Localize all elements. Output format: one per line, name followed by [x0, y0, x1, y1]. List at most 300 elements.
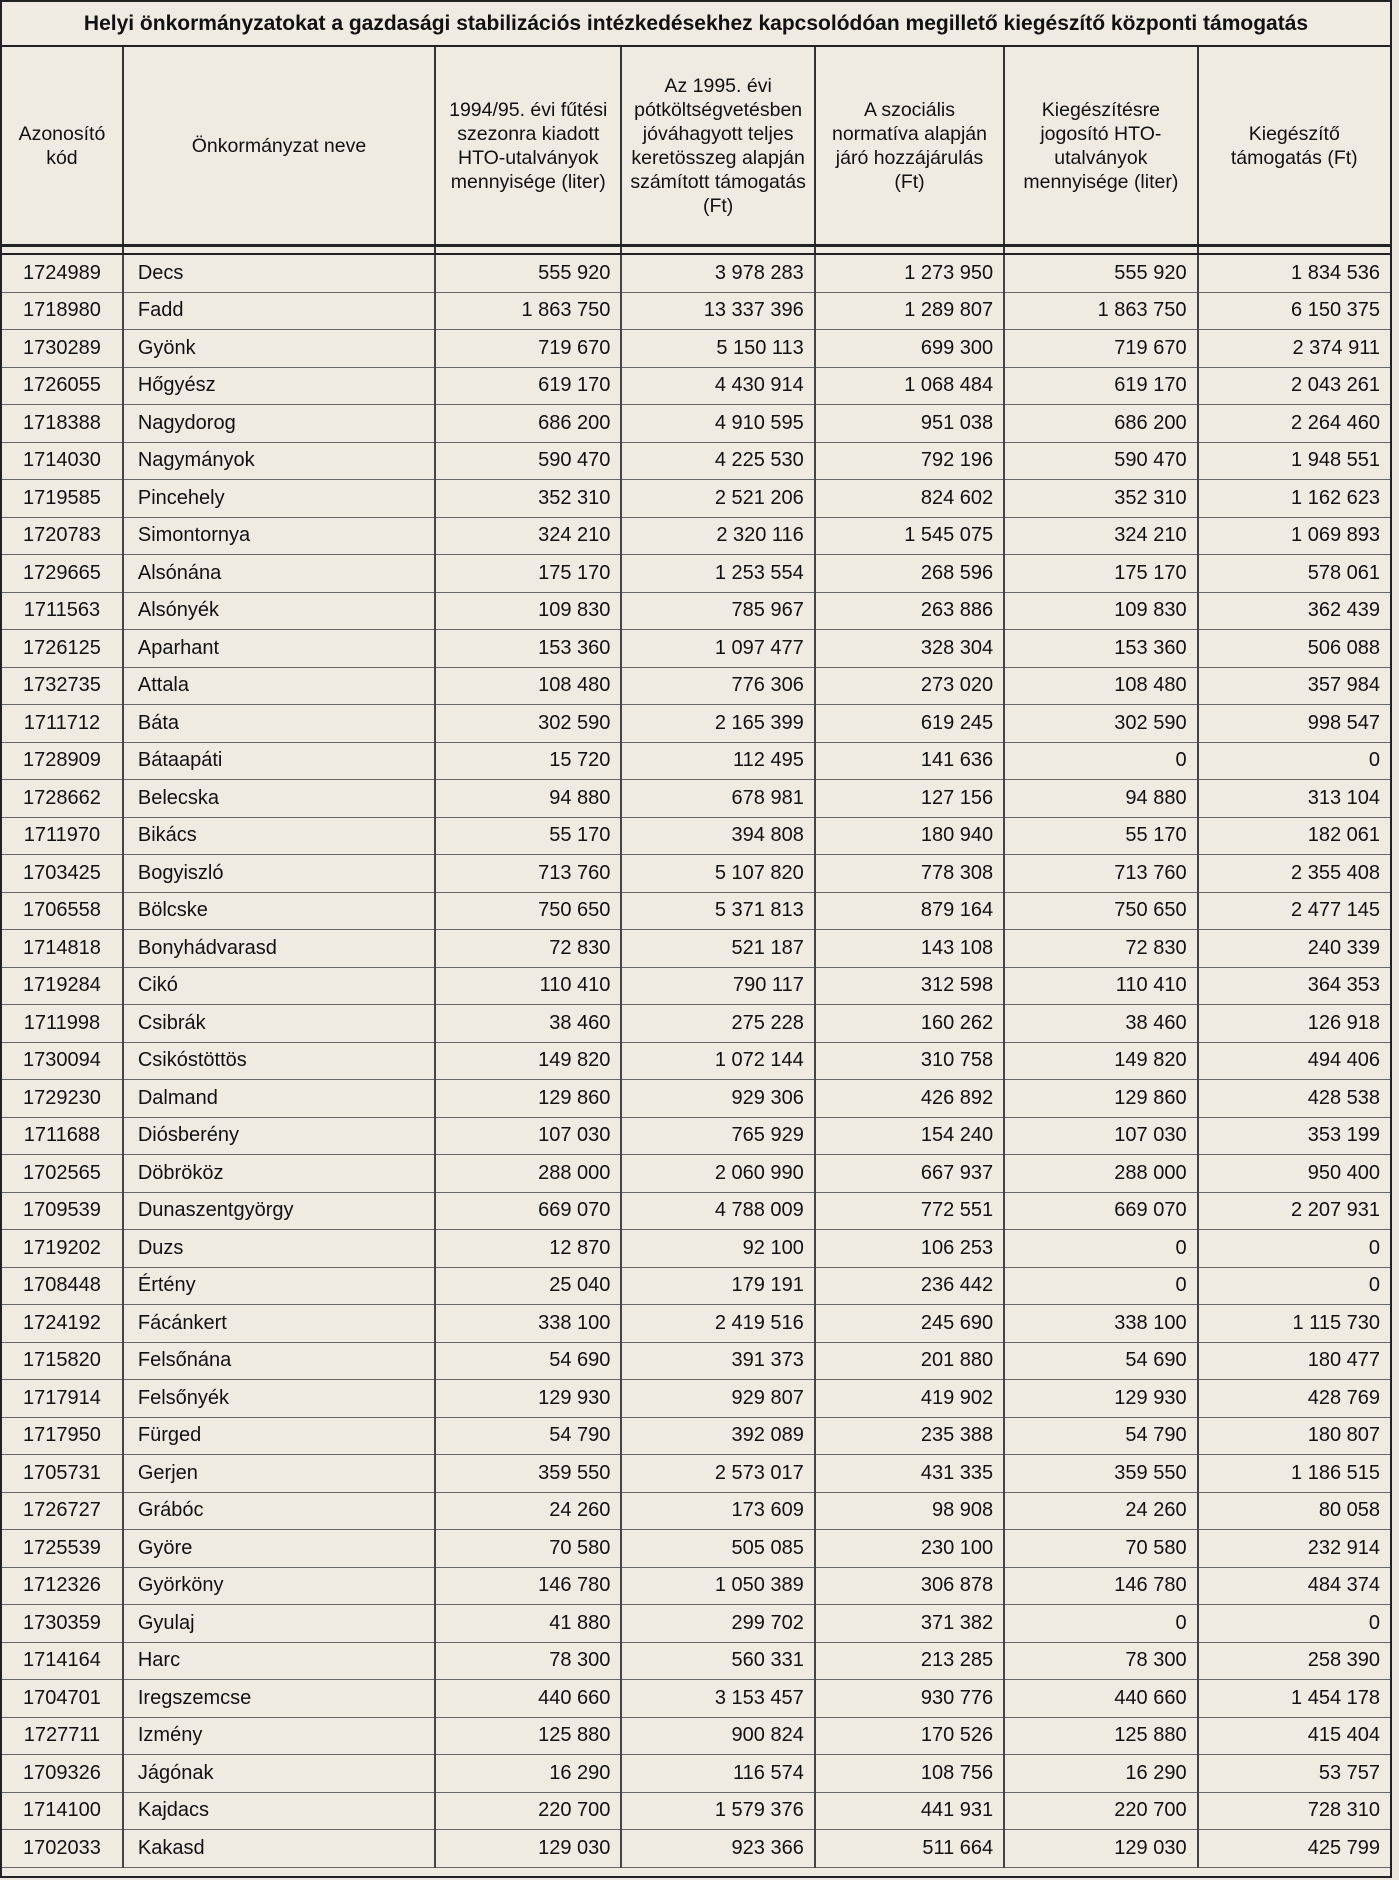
document-title: Helyi önkormányzatokat a gazdasági stabilizációs intézkedésekhez kapcsolódóan megillető kiegészítő központi támogatás — [2, 2, 1390, 47]
table-row — [2, 592, 1390, 630]
budget-support-cell: 929 807 — [621, 1380, 814, 1418]
id-code-cell: 1709539 — [2, 1192, 123, 1230]
id-code-cell: 1729230 — [2, 1080, 123, 1118]
supplementary-support-cell: 2 264 460 — [1198, 405, 1390, 443]
table-row — [2, 330, 1390, 368]
eligible-vouchers-cell: 590 470 — [1004, 442, 1197, 480]
municipality-name-cell: Döbrököz — [123, 1155, 435, 1193]
hto-vouchers-cell: 16 290 — [435, 1755, 621, 1793]
budget-support-cell: 179 191 — [621, 1267, 814, 1305]
id-code-cell: 1717950 — [2, 1417, 123, 1455]
budget-support-cell: 5 107 820 — [621, 855, 814, 893]
social-normative-cell: 245 690 — [815, 1305, 1004, 1343]
hto-vouchers-cell: 110 410 — [435, 967, 621, 1005]
hto-vouchers-cell: 94 880 — [435, 780, 621, 818]
social-normative-cell: 236 442 — [815, 1267, 1004, 1305]
social-normative-cell: 824 602 — [815, 480, 1004, 518]
municipality-name-cell: Duzs — [123, 1230, 435, 1268]
eligible-vouchers-cell: 94 880 — [1004, 780, 1197, 818]
hto-vouchers-cell: 54 690 — [435, 1342, 621, 1380]
supplementary-support-cell: 728 310 — [1198, 1792, 1390, 1830]
table-row — [2, 1117, 1390, 1155]
budget-support-cell: 765 929 — [621, 1117, 814, 1155]
social-normative-cell: 106 253 — [815, 1230, 1004, 1268]
id-code-cell: 1726125 — [2, 630, 123, 668]
eligible-vouchers-cell: 55 170 — [1004, 817, 1197, 855]
table-row — [2, 705, 1390, 743]
id-code-cell: 1703425 — [2, 855, 123, 893]
table-row — [2, 1792, 1390, 1830]
social-normative-cell: 312 598 — [815, 967, 1004, 1005]
supplementary-support-cell: 313 104 — [1198, 780, 1390, 818]
eligible-vouchers-cell: 146 780 — [1004, 1567, 1197, 1605]
hto-vouchers-cell: 324 210 — [435, 517, 621, 555]
eligible-vouchers-cell: 129 030 — [1004, 1830, 1197, 1868]
supplementary-support-cell: 0 — [1198, 1230, 1390, 1268]
budget-support-cell: 560 331 — [621, 1642, 814, 1680]
eligible-vouchers-cell: 555 920 — [1004, 254, 1197, 292]
budget-support-cell: 505 085 — [621, 1530, 814, 1568]
id-code-cell: 1732735 — [2, 667, 123, 705]
hto-vouchers-cell: 352 310 — [435, 480, 621, 518]
social-normative-cell: 273 020 — [815, 667, 1004, 705]
header-id-code: Azonosító kód — [2, 47, 123, 246]
supplementary-support-cell: 998 547 — [1198, 705, 1390, 743]
eligible-vouchers-cell: 107 030 — [1004, 1117, 1197, 1155]
table-row — [2, 1417, 1390, 1455]
id-code-cell: 1705731 — [2, 1455, 123, 1493]
eligible-vouchers-cell: 54 690 — [1004, 1342, 1197, 1380]
hto-vouchers-cell: 619 170 — [435, 367, 621, 405]
supplementary-support-cell: 180 477 — [1198, 1342, 1390, 1380]
social-normative-cell: 667 937 — [815, 1155, 1004, 1193]
table-row — [2, 667, 1390, 705]
id-code-cell: 1711563 — [2, 592, 123, 630]
budget-support-cell: 13 337 396 — [621, 292, 814, 330]
support-table — [2, 47, 1390, 1868]
hto-vouchers-cell: 125 880 — [435, 1717, 621, 1755]
id-code-cell: 1719202 — [2, 1230, 123, 1268]
eligible-vouchers-cell: 24 260 — [1004, 1492, 1197, 1530]
table-row — [2, 1230, 1390, 1268]
id-code-cell: 1728909 — [2, 742, 123, 780]
supplementary-support-cell: 232 914 — [1198, 1530, 1390, 1568]
eligible-vouchers-cell: 302 590 — [1004, 705, 1197, 743]
supplementary-support-cell: 6 150 375 — [1198, 292, 1390, 330]
budget-support-cell: 923 366 — [621, 1830, 814, 1868]
supplementary-support-cell: 425 799 — [1198, 1830, 1390, 1868]
supplementary-support-cell: 1 115 730 — [1198, 1305, 1390, 1343]
eligible-vouchers-cell: 38 460 — [1004, 1005, 1197, 1043]
id-code-cell: 1726055 — [2, 367, 123, 405]
table-row — [2, 555, 1390, 593]
social-normative-cell: 141 636 — [815, 742, 1004, 780]
id-code-cell: 1711712 — [2, 705, 123, 743]
social-normative-cell: 328 304 — [815, 630, 1004, 668]
municipality-name-cell: Györe — [123, 1530, 435, 1568]
supplementary-support-cell: 2 355 408 — [1198, 855, 1390, 893]
budget-support-cell: 785 967 — [621, 592, 814, 630]
budget-support-cell: 392 089 — [621, 1417, 814, 1455]
id-code-cell: 1711998 — [2, 1005, 123, 1043]
table-row — [2, 1605, 1390, 1643]
id-code-cell: 1730289 — [2, 330, 123, 368]
id-code-cell: 1714164 — [2, 1642, 123, 1680]
municipality-name-cell: Hőgyész — [123, 367, 435, 405]
eligible-vouchers-cell: 669 070 — [1004, 1192, 1197, 1230]
hto-vouchers-cell: 41 880 — [435, 1605, 621, 1643]
budget-support-cell: 3 978 283 — [621, 254, 814, 292]
hto-vouchers-cell: 302 590 — [435, 705, 621, 743]
table-row — [2, 1267, 1390, 1305]
eligible-vouchers-cell: 220 700 — [1004, 1792, 1197, 1830]
supplementary-support-cell: 415 404 — [1198, 1717, 1390, 1755]
municipality-name-cell: Simontornya — [123, 517, 435, 555]
id-code-cell: 1714818 — [2, 930, 123, 968]
id-code-cell: 1717914 — [2, 1380, 123, 1418]
supplementary-support-cell: 240 339 — [1198, 930, 1390, 968]
social-normative-cell: 951 038 — [815, 405, 1004, 443]
hto-vouchers-cell: 220 700 — [435, 1792, 621, 1830]
budget-support-cell: 5 150 113 — [621, 330, 814, 368]
eligible-vouchers-cell: 713 760 — [1004, 855, 1197, 893]
social-normative-cell: 792 196 — [815, 442, 1004, 480]
social-normative-cell: 879 164 — [815, 892, 1004, 930]
table-row — [2, 1755, 1390, 1793]
table-row — [2, 254, 1390, 292]
budget-support-cell: 92 100 — [621, 1230, 814, 1268]
hto-vouchers-cell: 1 863 750 — [435, 292, 621, 330]
hto-vouchers-cell: 15 720 — [435, 742, 621, 780]
social-normative-cell: 772 551 — [815, 1192, 1004, 1230]
social-normative-cell: 310 758 — [815, 1042, 1004, 1080]
municipality-name-cell: Decs — [123, 254, 435, 292]
social-normative-cell: 511 664 — [815, 1830, 1004, 1868]
table-row — [2, 1042, 1390, 1080]
budget-support-cell: 1 097 477 — [621, 630, 814, 668]
supplementary-support-cell: 494 406 — [1198, 1042, 1390, 1080]
supplementary-support-cell: 1 162 623 — [1198, 480, 1390, 518]
id-code-cell: 1715820 — [2, 1342, 123, 1380]
eligible-vouchers-cell: 153 360 — [1004, 630, 1197, 668]
id-code-cell: 1709326 — [2, 1755, 123, 1793]
social-normative-cell: 1 545 075 — [815, 517, 1004, 555]
municipality-name-cell: Bogyiszló — [123, 855, 435, 893]
eligible-vouchers-cell: 0 — [1004, 1267, 1197, 1305]
hto-vouchers-cell: 72 830 — [435, 930, 621, 968]
eligible-vouchers-cell: 72 830 — [1004, 930, 1197, 968]
social-normative-cell: 371 382 — [815, 1605, 1004, 1643]
table-row — [2, 1192, 1390, 1230]
social-normative-cell: 619 245 — [815, 705, 1004, 743]
supplementary-support-cell: 484 374 — [1198, 1567, 1390, 1605]
table-row — [2, 1567, 1390, 1605]
table-row — [2, 892, 1390, 930]
hto-vouchers-cell: 713 760 — [435, 855, 621, 893]
table-row — [2, 292, 1390, 330]
table-row — [2, 517, 1390, 555]
supplementary-support-cell: 2 043 261 — [1198, 367, 1390, 405]
municipality-name-cell: Nagymányok — [123, 442, 435, 480]
id-code-cell: 1719585 — [2, 480, 123, 518]
municipality-name-cell: Nagydorog — [123, 405, 435, 443]
table-row — [2, 1342, 1390, 1380]
hto-vouchers-cell: 108 480 — [435, 667, 621, 705]
eligible-vouchers-cell: 108 480 — [1004, 667, 1197, 705]
supplementary-support-cell: 362 439 — [1198, 592, 1390, 630]
table-row — [2, 930, 1390, 968]
table-row — [2, 1492, 1390, 1530]
social-normative-cell: 268 596 — [815, 555, 1004, 593]
id-code-cell: 1704701 — [2, 1680, 123, 1718]
municipality-name-cell: Felsőnyék — [123, 1380, 435, 1418]
eligible-vouchers-cell: 109 830 — [1004, 592, 1197, 630]
supplementary-support-cell: 428 538 — [1198, 1080, 1390, 1118]
municipality-name-cell: Fácánkert — [123, 1305, 435, 1343]
hto-vouchers-cell: 109 830 — [435, 592, 621, 630]
eligible-vouchers-cell: 125 880 — [1004, 1717, 1197, 1755]
id-code-cell: 1719284 — [2, 967, 123, 1005]
municipality-name-cell: Bikács — [123, 817, 435, 855]
eligible-vouchers-cell: 129 860 — [1004, 1080, 1197, 1118]
id-code-cell: 1724989 — [2, 254, 123, 292]
hto-vouchers-cell: 338 100 — [435, 1305, 621, 1343]
header-social-normative: A szociális normatíva alapján járó hozzájárulás (Ft) — [815, 47, 1004, 246]
eligible-vouchers-cell: 78 300 — [1004, 1642, 1197, 1680]
eligible-vouchers-cell: 719 670 — [1004, 330, 1197, 368]
id-code-cell: 1725539 — [2, 1530, 123, 1568]
supplementary-support-cell: 1 454 178 — [1198, 1680, 1390, 1718]
eligible-vouchers-cell: 288 000 — [1004, 1155, 1197, 1193]
hto-vouchers-cell: 686 200 — [435, 405, 621, 443]
hto-vouchers-cell: 12 870 — [435, 1230, 621, 1268]
table-body — [2, 254, 1390, 1867]
hto-vouchers-cell: 669 070 — [435, 1192, 621, 1230]
social-normative-cell: 160 262 — [815, 1005, 1004, 1043]
id-code-cell: 1706558 — [2, 892, 123, 930]
table-row — [2, 1380, 1390, 1418]
header-supplementary-support: Kiegészítő támogatás (Ft) — [1198, 47, 1390, 246]
budget-support-cell: 116 574 — [621, 1755, 814, 1793]
municipality-name-cell: Értény — [123, 1267, 435, 1305]
municipality-name-cell: Kakasd — [123, 1830, 435, 1868]
supplementary-support-cell: 2 477 145 — [1198, 892, 1390, 930]
social-normative-cell: 930 776 — [815, 1680, 1004, 1718]
table-row — [2, 967, 1390, 1005]
municipality-name-cell: Csibrák — [123, 1005, 435, 1043]
id-code-cell: 1724192 — [2, 1305, 123, 1343]
supplementary-support-cell: 353 199 — [1198, 1117, 1390, 1155]
hto-vouchers-cell: 55 170 — [435, 817, 621, 855]
hto-vouchers-cell: 359 550 — [435, 1455, 621, 1493]
budget-support-cell: 4 225 530 — [621, 442, 814, 480]
social-normative-cell: 230 100 — [815, 1530, 1004, 1568]
hto-vouchers-cell: 25 040 — [435, 1267, 621, 1305]
budget-support-cell: 1 579 376 — [621, 1792, 814, 1830]
hto-vouchers-cell: 555 920 — [435, 254, 621, 292]
budget-support-cell: 4 910 595 — [621, 405, 814, 443]
supplementary-support-cell: 1 948 551 — [1198, 442, 1390, 480]
eligible-vouchers-cell: 359 550 — [1004, 1455, 1197, 1493]
hto-vouchers-cell: 719 670 — [435, 330, 621, 368]
municipality-name-cell: Alsónyék — [123, 592, 435, 630]
eligible-vouchers-cell: 352 310 — [1004, 480, 1197, 518]
header-gap — [2, 246, 1390, 255]
supplementary-support-cell: 2 207 931 — [1198, 1192, 1390, 1230]
supplementary-support-cell: 0 — [1198, 742, 1390, 780]
supplementary-support-cell: 53 757 — [1198, 1755, 1390, 1793]
eligible-vouchers-cell: 324 210 — [1004, 517, 1197, 555]
eligible-vouchers-cell: 440 660 — [1004, 1680, 1197, 1718]
social-normative-cell: 1 273 950 — [815, 254, 1004, 292]
supplementary-support-cell: 950 400 — [1198, 1155, 1390, 1193]
table-row — [2, 855, 1390, 893]
social-normative-cell: 699 300 — [815, 330, 1004, 368]
supplementary-support-cell: 364 353 — [1198, 967, 1390, 1005]
social-normative-cell: 108 756 — [815, 1755, 1004, 1793]
hto-vouchers-cell: 175 170 — [435, 555, 621, 593]
eligible-vouchers-cell: 129 930 — [1004, 1380, 1197, 1418]
table-row — [2, 405, 1390, 443]
municipality-name-cell: Gyulaj — [123, 1605, 435, 1643]
supplementary-support-cell: 0 — [1198, 1267, 1390, 1305]
municipality-name-cell: Izmény — [123, 1717, 435, 1755]
municipality-name-cell: Jágónak — [123, 1755, 435, 1793]
supplementary-support-cell: 1 834 536 — [1198, 254, 1390, 292]
id-code-cell: 1711970 — [2, 817, 123, 855]
budget-support-cell: 900 824 — [621, 1717, 814, 1755]
hto-vouchers-cell: 590 470 — [435, 442, 621, 480]
municipality-name-cell: Harc — [123, 1642, 435, 1680]
social-normative-cell: 431 335 — [815, 1455, 1004, 1493]
municipality-name-cell: Gerjen — [123, 1455, 435, 1493]
municipality-name-cell: Bonyhádvarasd — [123, 930, 435, 968]
table-row — [2, 742, 1390, 780]
municipality-name-cell: Bátaapáti — [123, 742, 435, 780]
budget-support-cell: 5 371 813 — [621, 892, 814, 930]
budget-support-cell: 112 495 — [621, 742, 814, 780]
hto-vouchers-cell: 129 030 — [435, 1830, 621, 1868]
social-normative-cell: 170 526 — [815, 1717, 1004, 1755]
budget-support-cell: 2 320 116 — [621, 517, 814, 555]
budget-support-cell: 391 373 — [621, 1342, 814, 1380]
header-eligible-vouchers: Kiegészítésre jogosító HTO-utalványok mennyisége (liter) — [1004, 47, 1197, 246]
municipality-name-cell: Fadd — [123, 292, 435, 330]
budget-support-cell: 299 702 — [621, 1605, 814, 1643]
budget-support-cell: 2 060 990 — [621, 1155, 814, 1193]
municipality-name-cell: Fürged — [123, 1417, 435, 1455]
municipality-name-cell: Kajdacs — [123, 1792, 435, 1830]
budget-support-cell: 275 228 — [621, 1005, 814, 1043]
eligible-vouchers-cell: 1 863 750 — [1004, 292, 1197, 330]
social-normative-cell: 235 388 — [815, 1417, 1004, 1455]
municipality-name-cell: Bölcske — [123, 892, 435, 930]
municipality-name-cell: Gyönk — [123, 330, 435, 368]
table-header — [2, 47, 1390, 246]
id-code-cell: 1702565 — [2, 1155, 123, 1193]
budget-support-cell: 2 419 516 — [621, 1305, 814, 1343]
eligible-vouchers-cell: 149 820 — [1004, 1042, 1197, 1080]
supplementary-support-cell: 1 069 893 — [1198, 517, 1390, 555]
budget-support-cell: 2 165 399 — [621, 705, 814, 743]
header-hto-vouchers-issued: 1994/95. évi fűtési szezonra kiadott HTO-utalványok mennyisége (liter) — [435, 47, 621, 246]
supplementary-support-cell: 1 186 515 — [1198, 1455, 1390, 1493]
table-row — [2, 442, 1390, 480]
social-normative-cell: 441 931 — [815, 1792, 1004, 1830]
eligible-vouchers-cell: 70 580 — [1004, 1530, 1197, 1568]
social-normative-cell: 127 156 — [815, 780, 1004, 818]
municipality-name-cell: Belecska — [123, 780, 435, 818]
eligible-vouchers-cell: 619 170 — [1004, 367, 1197, 405]
hto-vouchers-cell: 750 650 — [435, 892, 621, 930]
table-row — [2, 1080, 1390, 1118]
hto-vouchers-cell: 38 460 — [435, 1005, 621, 1043]
table-row — [2, 1830, 1390, 1868]
eligible-vouchers-cell: 686 200 — [1004, 405, 1197, 443]
budget-support-cell: 776 306 — [621, 667, 814, 705]
social-normative-cell: 778 308 — [815, 855, 1004, 893]
social-normative-cell: 143 108 — [815, 930, 1004, 968]
id-code-cell: 1708448 — [2, 1267, 123, 1305]
budget-support-cell: 790 117 — [621, 967, 814, 1005]
municipality-name-cell: Diósberény — [123, 1117, 435, 1155]
hto-vouchers-cell: 146 780 — [435, 1567, 621, 1605]
municipality-name-cell: Grábóc — [123, 1492, 435, 1530]
budget-support-cell: 929 306 — [621, 1080, 814, 1118]
id-code-cell: 1714030 — [2, 442, 123, 480]
table-row — [2, 1305, 1390, 1343]
budget-support-cell: 4 430 914 — [621, 367, 814, 405]
social-normative-cell: 213 285 — [815, 1642, 1004, 1680]
supplementary-support-cell: 0 — [1198, 1605, 1390, 1643]
municipality-name-cell: Györköny — [123, 1567, 435, 1605]
header-budget-support: Az 1995. évi pótköltségvetésben jóváhagyott teljes keretösszeg alapján számított támogatás (Ft) — [621, 47, 814, 246]
eligible-vouchers-cell: 0 — [1004, 1605, 1197, 1643]
table-row — [2, 1642, 1390, 1680]
table-row — [2, 1455, 1390, 1493]
budget-support-cell: 678 981 — [621, 780, 814, 818]
social-normative-cell: 263 886 — [815, 592, 1004, 630]
table-row — [2, 780, 1390, 818]
social-normative-cell: 306 878 — [815, 1567, 1004, 1605]
id-code-cell: 1726727 — [2, 1492, 123, 1530]
hto-vouchers-cell: 440 660 — [435, 1680, 621, 1718]
budget-support-cell: 4 788 009 — [621, 1192, 814, 1230]
id-code-cell: 1702033 — [2, 1830, 123, 1868]
eligible-vouchers-cell: 750 650 — [1004, 892, 1197, 930]
municipality-name-cell: Attala — [123, 667, 435, 705]
supplementary-support-cell: 578 061 — [1198, 555, 1390, 593]
id-code-cell: 1728662 — [2, 780, 123, 818]
table-row — [2, 1155, 1390, 1193]
eligible-vouchers-cell: 175 170 — [1004, 555, 1197, 593]
supplementary-support-cell: 180 807 — [1198, 1417, 1390, 1455]
hto-vouchers-cell: 78 300 — [435, 1642, 621, 1680]
budget-support-cell: 3 153 457 — [621, 1680, 814, 1718]
budget-support-cell: 173 609 — [621, 1492, 814, 1530]
id-code-cell: 1729665 — [2, 555, 123, 593]
supplementary-support-cell: 126 918 — [1198, 1005, 1390, 1043]
table-row — [2, 817, 1390, 855]
eligible-vouchers-cell: 338 100 — [1004, 1305, 1197, 1343]
id-code-cell: 1711688 — [2, 1117, 123, 1155]
eligible-vouchers-cell: 16 290 — [1004, 1755, 1197, 1793]
table-row — [2, 1680, 1390, 1718]
budget-support-cell: 521 187 — [621, 930, 814, 968]
eligible-vouchers-cell: 0 — [1004, 1230, 1197, 1268]
header-municipality-name: Önkormányzat neve — [123, 47, 435, 246]
budget-support-cell: 394 808 — [621, 817, 814, 855]
